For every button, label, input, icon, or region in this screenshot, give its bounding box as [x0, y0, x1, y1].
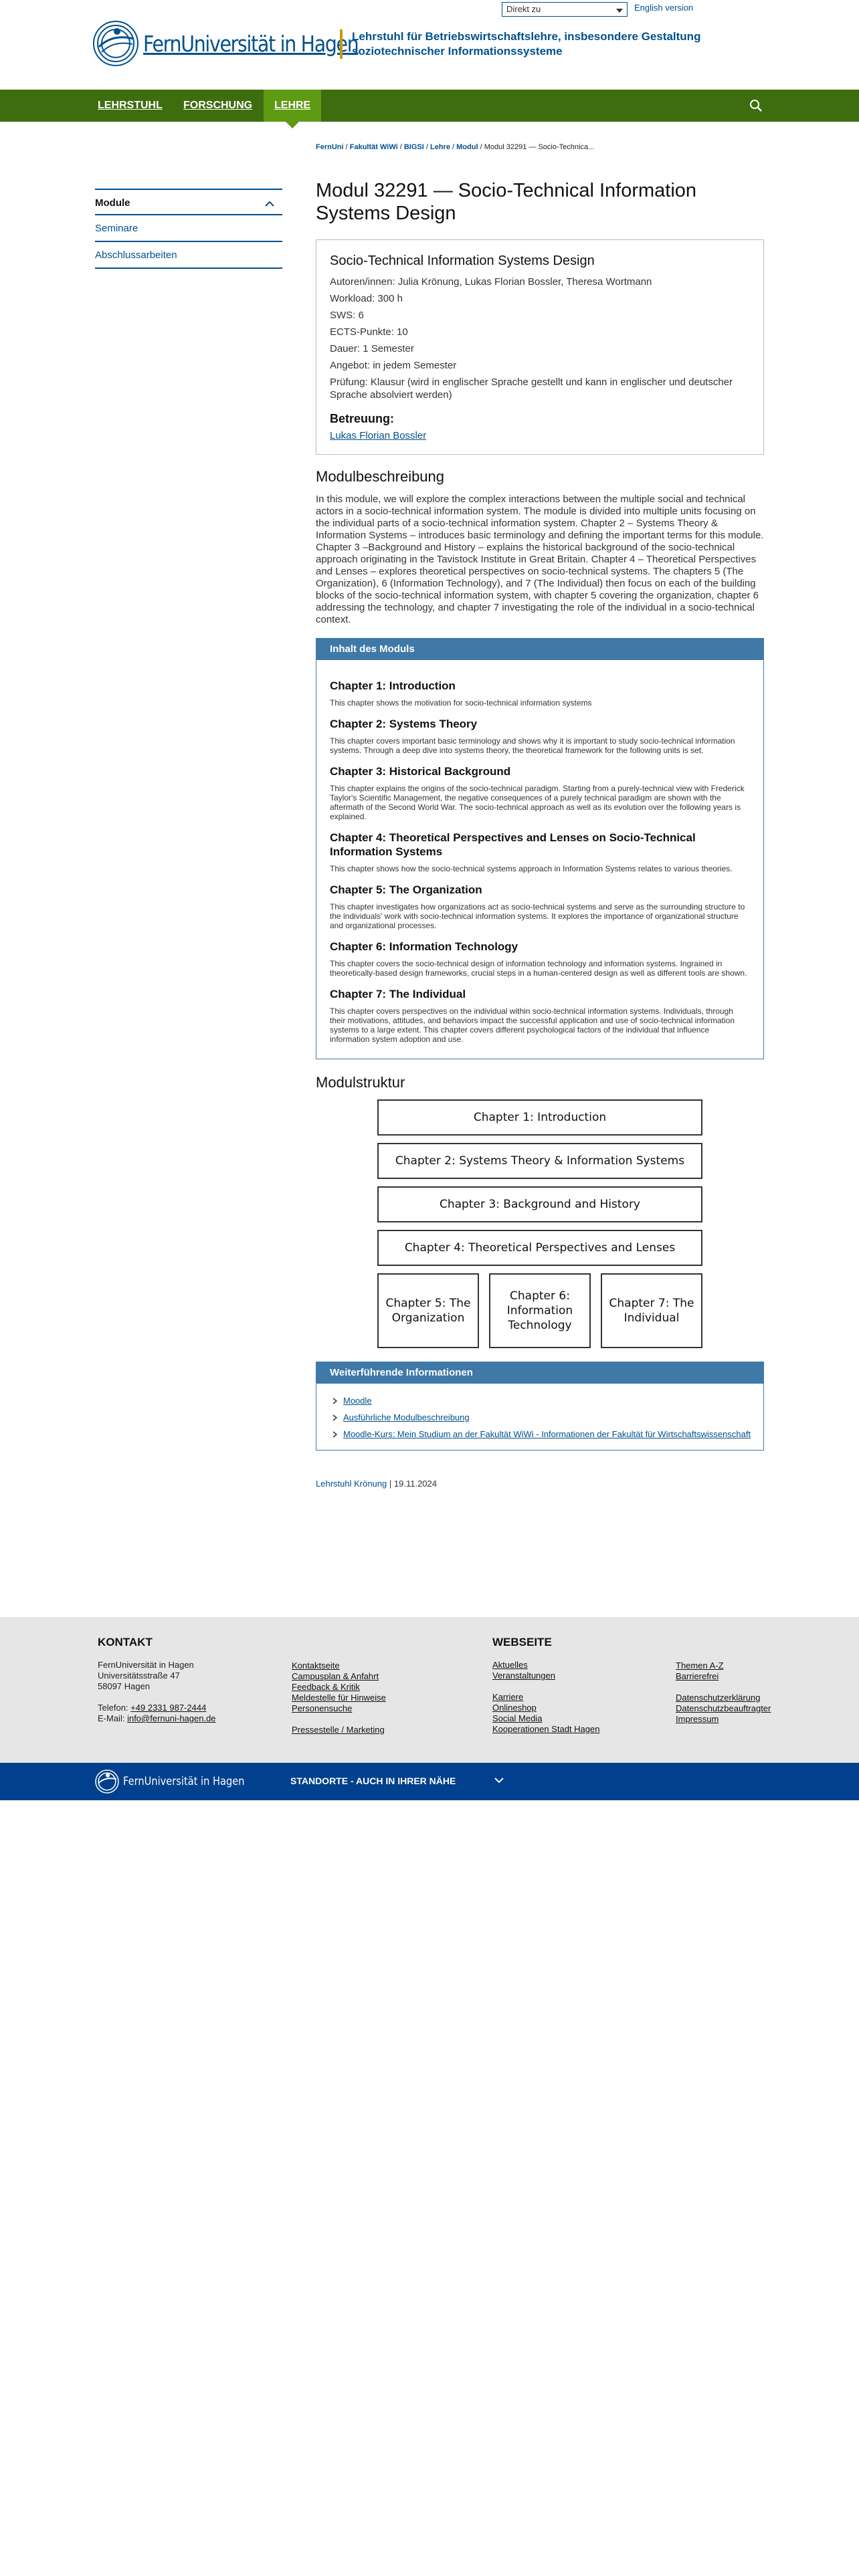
info-ects: ECTS-Punkte: 10	[330, 326, 408, 338]
chapter-title: Chapter 5: The Organization	[330, 883, 482, 896]
footer-email-link[interactable]: info@fernuni-hagen.de	[127, 1713, 216, 1723]
english-version-link[interactable]: English version	[634, 3, 694, 13]
last-updated-date: 19.11.2024	[393, 1479, 437, 1489]
chevron-down-icon[interactable]	[494, 1776, 504, 1784]
chapter-item	[330, 987, 750, 1044]
breadcrumb: FernUni / Fakultät WiWi / BIGSI / Lehre / Modul / Modul 32291 — Socio-Technica...	[316, 143, 595, 151]
chapter-item	[330, 831, 750, 873]
chair-title	[340, 29, 741, 59]
footer-website	[492, 1637, 653, 1735]
direkt-zu-value: Direkt zu	[506, 4, 541, 14]
chapter-text: This chapter covers perspectives on the individual within socio-technical information systems. Individuals, through their motivations, attitudes, and behaviors impact the successful application and use of socio-technical information systems to a large extent. This chapter covers different psychological factors of the individual that influence information system adoption and use.	[330, 1006, 735, 1044]
footer-link[interactable]: Kontaktseite	[292, 1660, 340, 1671]
site-header	[0, 0, 859, 90]
nav-lehre[interactable]: LEHRE	[264, 90, 321, 122]
chevron-right-icon	[332, 1431, 337, 1438]
footer-link[interactable]: Veranstaltungen	[492, 1671, 555, 1681]
modulbeschreibung-text: In this module, we will explore the complex interactions between the multiple social and technical actors in a socio-technical information system. The module is divided into multiple units focusing on the individual parts of a socio-technical information system. Chapter 2 – Systems Theory & Information Systems – introduces basic terminology and defining the important terms for this module. Chapter 3 –Background and History – explains the historical background of the socio-technical approach originating in the Tavistock Institute in Great Britain. Chapter 4 – Theoretical Perspectives and Lenses – explores theoretical perspectives on socio-technical systems. The chapters 5 (The Organization), 6 (Information Technology), and 7 (The Individual) then focus on each of the building blocks of the socio-technical information system, with chapter 5 covering the organization, chapter 6 addressing the technology, and chapter 7 investigating the role of the individual in a socio-technical context.	[316, 494, 764, 625]
direkt-zu-select[interactable]	[502, 2, 628, 17]
info-duration: Dauer: 1 Semester	[330, 343, 414, 354]
page-title: Modul 32291 — Socio-Technical Information Systems Design	[316, 180, 697, 224]
structure-box-chapter-3: Chapter 3: Background and History	[377, 1186, 702, 1222]
chapter-item	[330, 940, 750, 978]
chapter-title: Chapter 2: Systems Theory	[330, 718, 478, 730]
modulstruktur-heading: Modulstruktur	[316, 1074, 405, 1091]
structure-box-chapter-1: Chapter 1: Introduction	[377, 1099, 702, 1136]
module-description-link[interactable]: Ausführliche Modulbeschreibung	[343, 1412, 470, 1422]
chevron-right-icon	[332, 1398, 337, 1404]
bottom-logo-wordmark: FernUniversität in Hagen	[123, 1775, 245, 1788]
chapter-text: This chapter explains the origins of the socio-technical paradigm. Starting from a purely-technical view with Frederick Taylor's Scientific Management, the negative consequences of a purely technical paradigm are shown with the aftermath of the Second World War. The socio-technical approach as well as its evolution over the following years is explained.	[330, 784, 745, 821]
chapter-item	[330, 717, 750, 755]
footer-link[interactable]: Karriere	[492, 1692, 524, 1702]
module-structure-diagram	[316, 1099, 764, 1347]
further-info-heading: Weiterführende Informationen	[316, 1362, 763, 1384]
chapter-item	[330, 679, 750, 708]
sidebar-nav	[95, 189, 282, 269]
footer-link[interactable]: Social Media	[492, 1713, 543, 1723]
main-nav	[0, 90, 859, 122]
module-info-box	[316, 239, 764, 455]
structure-box-chapter-2: Chapter 2: Systems Theory & Information Systems	[377, 1143, 702, 1179]
sidebar-item-seminare[interactable]: Seminare	[95, 215, 282, 242]
footer-link[interactable]: Barrierefrei	[676, 1671, 719, 1681]
chapter-text: This chapter shows the motivation for socio-technical information systems	[330, 698, 592, 708]
footer-link[interactable]: Themen A-Z	[676, 1660, 724, 1671]
moodle-course-link[interactable]: Moodle-Kurs: Mein Studium an der Fakultät WiWi - Informationen der Fakultät für Wirtschaftswissenschaft	[343, 1429, 751, 1439]
footer-link[interactable]: Datenschutzerklärung	[676, 1693, 761, 1703]
chapter-title: Chapter 1: Introduction	[330, 679, 456, 692]
chapter-text: This chapter investigates how organizations act as socio-technical systems and serve as the surrounding structure to the individuals' work with socio-technical information systems. It explores the importance of organizational structure and organizational processes.	[330, 902, 745, 930]
chevron-right-icon	[332, 1414, 337, 1421]
footer-links-col2	[292, 1660, 452, 1735]
standorte-toggle[interactable]: STANDORTE - AUCH IN IHRER NÄHE	[290, 1776, 456, 1786]
moodle-link[interactable]: Moodle	[343, 1396, 372, 1406]
betreuung-heading: Betreuung:	[330, 412, 394, 425]
chapter-title: Chapter 3: Historical Background	[330, 765, 511, 778]
footer-phone-link[interactable]: +49 2331 987-2444	[130, 1703, 207, 1713]
footer-links-col4	[676, 1660, 836, 1725]
info-sws: SWS: 6	[330, 310, 364, 321]
chapter-text: This chapter covers the socio-technical design of information technology and information systems. Ingrained in theoretically-based design frameworks, crucial steps in a human-centered design as well as different tools are shown.	[330, 959, 747, 978]
info-exam: Prüfung: Klausur (wird in englischer Sprache gestellt und kann in englischer und deutscher Sprache absolviert werden)	[330, 377, 733, 401]
chapter-title: Chapter 4: Theoretical Perspectives and Lenses on Socio-Technical Information Systems	[330, 831, 696, 858]
footer-link[interactable]: Personensuche	[292, 1703, 353, 1713]
site-footer	[0, 1617, 859, 1763]
breadcrumb-modul[interactable]: Modul	[456, 143, 478, 151]
footer-link[interactable]: Feedback & Kritik	[292, 1682, 360, 1692]
footer-link[interactable]: Datenschutzbeauftragter	[676, 1703, 771, 1713]
search-icon[interactable]	[749, 99, 763, 112]
chapter-item	[330, 764, 750, 821]
chevron-up-icon	[265, 199, 274, 209]
module-info-heading: Socio-Technical Information Systems Design	[330, 253, 595, 268]
breadcrumb-lehre[interactable]: Lehre	[430, 143, 450, 151]
further-link-row	[328, 1412, 751, 1422]
footer-link[interactable]: Meldestelle für Hinweise	[292, 1693, 386, 1703]
breadcrumb-current: Modul 32291 — Socio-Technica...	[484, 143, 595, 151]
footer-contact: KONTAKT FernUniversität in Hagen Universitätsstraße 47 58097 Hagen Telefon: +49 2331 987-2444 E-Mail: info@fernuni-hagen.de	[98, 1637, 258, 1724]
footer-link[interactable]: Aktuelles	[492, 1660, 528, 1670]
sidebar-item-module[interactable]	[95, 189, 282, 215]
module-contents-heading: Inhalt des Moduls	[316, 639, 763, 660]
fernuni-logo-icon	[92, 20, 139, 67]
author-link[interactable]: Lehrstuhl Krönung	[316, 1479, 387, 1489]
info-workload: Workload: 300 h	[330, 293, 403, 304]
breadcrumb-fakultaet[interactable]: Fakultät WiWi	[349, 143, 398, 151]
fernuni-logo-icon	[95, 1769, 119, 1794]
main-content	[316, 179, 764, 1489]
chapter-title: Chapter 6: Information Technology	[330, 940, 518, 953]
nav-lehrstuhl[interactable]: LEHRSTUHL	[98, 100, 163, 111]
bottom-bar	[0, 1763, 859, 1800]
footer-link[interactable]: Pressestelle / Marketing	[292, 1725, 385, 1735]
betreuung-link[interactable]: Lukas Florian Bossler	[330, 430, 427, 441]
further-info-box	[316, 1362, 764, 1451]
footer-link[interactable]: Kooperationen Stadt Hagen	[492, 1724, 600, 1734]
breadcrumb-fernuni[interactable]: FernUni	[316, 143, 344, 151]
info-authors: Autoren/innen: Julia Krönung, Lukas Florian Bossler, Theresa Wortmann	[330, 276, 652, 288]
breadcrumb-bigsi[interactable]: BIGSI	[403, 143, 424, 151]
footer-link[interactable]: Campusplan & Anfahrt	[292, 1671, 379, 1681]
info-offer: Angebot: in jedem Semester	[330, 360, 457, 371]
nav-forschung[interactable]: FORSCHUNG	[183, 100, 253, 111]
module-contents-box	[316, 638, 764, 1059]
chair-title-line1: Lehrstuhl für Betriebswirtschaftslehre, insbesondere Gestaltung	[352, 30, 701, 43]
structure-box-chapter-4: Chapter 4: Theoretical Perspectives and Lenses	[377, 1230, 702, 1266]
footer-kontakt-heading: KONTAKT	[98, 1636, 153, 1648]
modulbeschreibung-heading: Modulbeschreibung	[316, 468, 445, 485]
logo-wordmark: FernUniversität in Hagen	[143, 30, 359, 57]
bottom-logo[interactable]	[95, 1769, 264, 1794]
page-meta: Lehrstuhl Krönung | 19.11.2024	[316, 1479, 437, 1489]
footer-link[interactable]: Onlineshop	[492, 1703, 537, 1713]
chapter-item	[330, 883, 750, 930]
chevron-down-icon	[616, 9, 623, 13]
structure-box-chapter-7: Chapter 7: The Individual	[601, 1273, 702, 1348]
sidebar-item-abschlussarbeiten[interactable]: Abschlussarbeiten	[95, 242, 282, 269]
chapter-text: This chapter covers important basic terminology and shows why it is important to study socio-technical information systems. Through a deep dive into systems theory, the theoretical framework for the following units is set.	[330, 736, 735, 755]
sidebar-item-label: Module	[95, 197, 130, 209]
further-link-row	[328, 1396, 751, 1406]
further-link-row	[328, 1429, 751, 1439]
footer-webseite-heading: WEBSEITE	[492, 1636, 552, 1648]
chapter-title: Chapter 7: The Individual	[330, 988, 466, 1000]
structure-box-chapter-5: Chapter 5: The Organization	[377, 1273, 479, 1348]
footer-link[interactable]: Impressum	[676, 1714, 719, 1724]
chair-title-line2: soziotechnischer Informationssysteme	[352, 45, 563, 58]
structure-box-chapter-6: Chapter 6: Information Technology	[489, 1273, 591, 1348]
chapter-text: This chapter shows how the socio-technical systems approach in Information Systems relates to various theories.	[330, 864, 733, 873]
